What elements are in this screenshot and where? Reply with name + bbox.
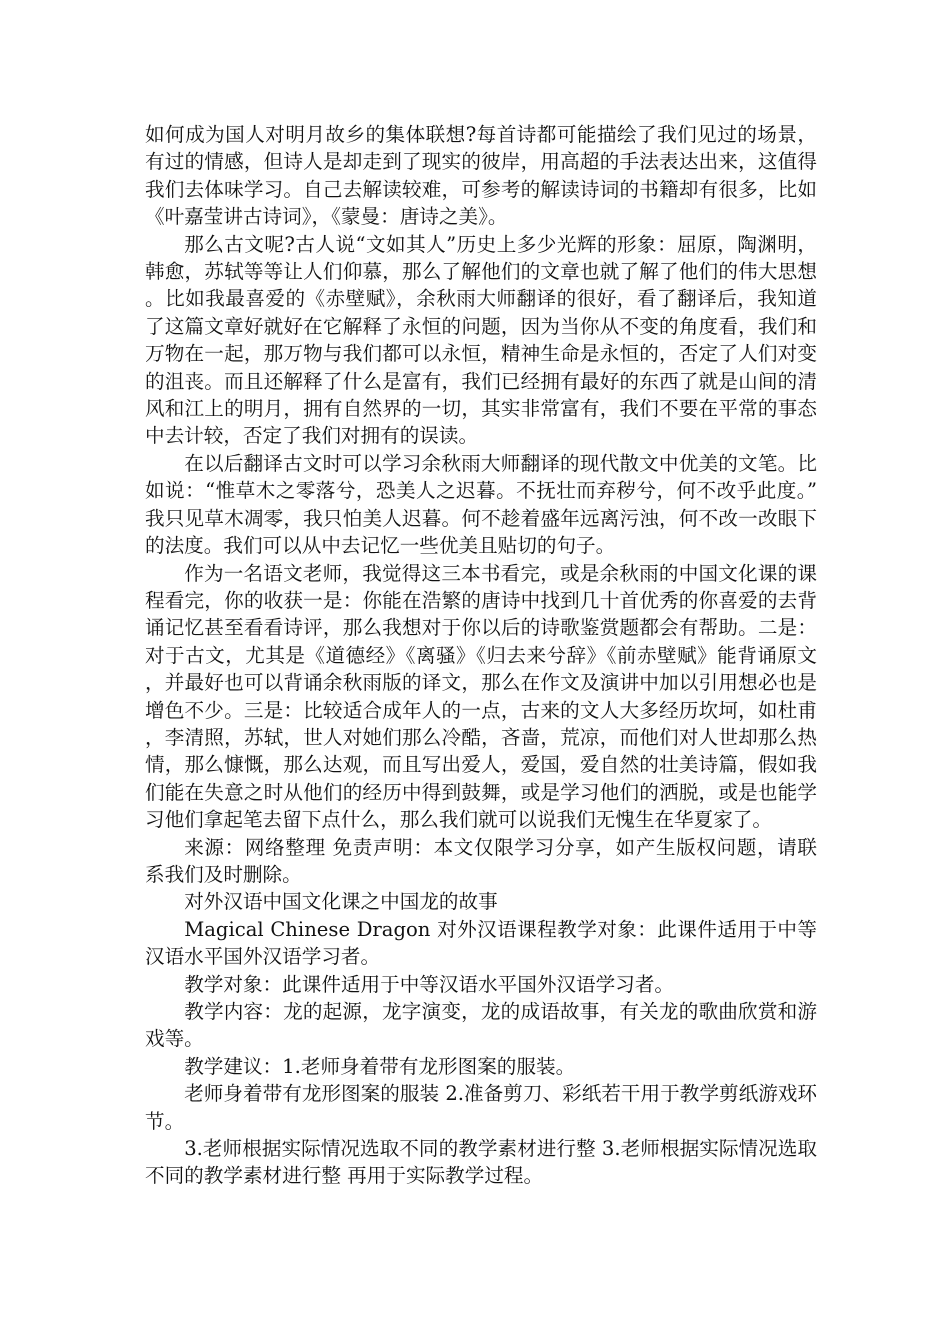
paragraph-2: 那么古文呢?古人说“文如其人”历史上多少光辉的形象：屈原，陶渊明，韩愈，苏轼等等让人们仰慕，那么了解他们的文章也就了解了他们的伟大思想。比如我最喜爱的《赤壁赋》，余秋雨大师翻译的很好，看了翻译后，我知道了这篇文章好就好在它解释了永恒的问题，因为当你从不变的角度看，我们和万物在一起，那万物与我们都可以永恒，精神生命是永恒的，否定了人们对变的沮丧。而且还解释了什么是富有，我们已经拥有最好的东西了就是山间的清风和江上的明月，拥有自然界的一切，其实非常富有，我们不要在平常的事态中去计较，否定了我们对拥有的误读。 — [145, 232, 817, 448]
document-page — [145, 121, 817, 1190]
paragraph-10: 教学建议：1.老师身着带有龙形图案的服装。 — [184, 1054, 576, 1078]
paragraph-12: 3.老师根据实际情况选取不同的教学素材进行整 3.老师根据实际情况选取不同的教学素材进行整 再用于实际教学过程。 — [145, 1137, 817, 1188]
paragraph-9: 教学内容：龙的起源，龙字演变，龙的成语故事，有关龙的歌曲欣赏和游戏等。 — [145, 1000, 817, 1051]
paragraph-4: 作为一名语文老师，我觉得这三本书看完，或是余秋雨的中国文化课的课程看完，你的收获一是：你能在浩繁的唐诗中找到几十首优秀的你喜爱的去背诵记忆甚至看看诗评，那么我想对于你以后的诗歌鉴赏题都会有帮助。二是：对于古文，尤其是《道德经》《离骚》《归去来兮辞》《前赤壁赋》能背诵原文，并最好也可以背诵余秋雨版的译文，那么在作文及演讲中加以引用想必也是增色不少。三是：比较适合成年人的一点，古来的文人大多经历坎坷，如杜甫，李清照，苏轼，世人对她们那么冷酷，吝啬，荒凉，而他们对人世却那么热情，那么慷慨，那么达观，而且写出爱人，爱国，爱自然的壮美诗篇，假如我们能在失意之时从他们的经历中得到鼓舞，或是学习他们的洒脱，或是也能学习他们拿起笔去留下点什么，那么我们就可以说我们无愧生在华夏家了。 — [145, 561, 817, 832]
paragraph-8: 教学对象：此课件适用于中等汉语水平国外汉语学习者。 — [184, 972, 675, 996]
paragraph-3: 在以后翻译古文时可以学习余秋雨大师翻译的现代散文中优美的文笔。比如说：“惟草木之零落兮，恐美人之迟暮。不抚壮而弃秽兮，何不改乎此度。”我只见草木凋零，我只怕美人迟暮。何不趁着盛年远离污浊，何不改一改眼下的法度。我们可以从中去记忆一些优美且贴切的句子。 — [145, 451, 817, 558]
paragraph-7: Magical Chinese Dragon 对外汉语课程教学对象：此课件适用于中等汉语水平国外汉语学习者。 — [145, 917, 817, 969]
paragraph-11: 老师身着带有龙形图案的服装 2.准备剪刀、彩纸若干用于教学剪纸游戏环节。 — [145, 1082, 817, 1133]
section-title: 对外汉语中国文化课之中国龙的故事 — [184, 890, 498, 914]
paragraph-1: 如何成为国人对明月故乡的集体联想?每首诗都可能描绘了我们见过的场景，有过的情感，但诗人是却走到了现实的彼岸，用高超的手法表达出来，这值得我们去体味学习。自己去解读较难，可参考的解读诗词的书籍却有很多，比如《叶嘉莹讲古诗词》，《蒙曼：唐诗之美》。 — [145, 123, 817, 229]
paragraph-5: 来源：网络整理 免责声明：本文仅限学习分享，如产生版权问题，请联系我们及时删除。 — [145, 835, 817, 886]
